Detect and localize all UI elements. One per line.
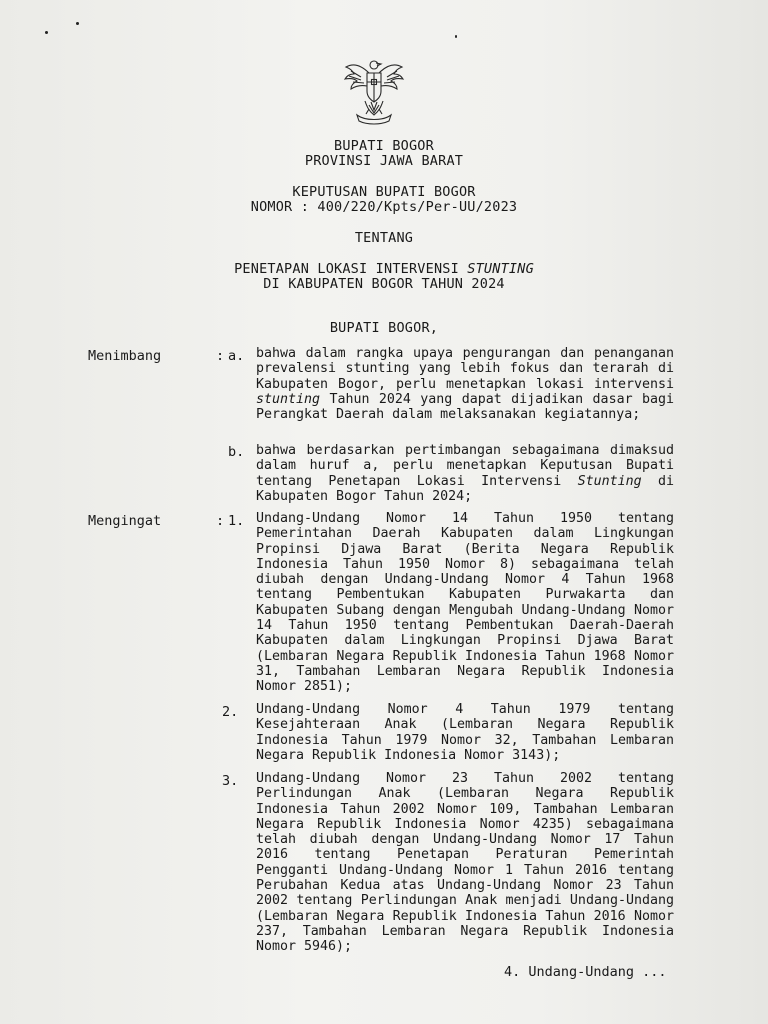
mengingat-item-3: Undang-Undang Nomor 23 Tahun 2002 tentang Perlindungan Anak (Lembaran Negara Republik Indonesia Tahun 2002 Nomor 109, Tambahan Lembaran Negara Republik Indonesia Nomor 4235) sebagaimana telah diubah dengan Undang-Undang Nomor 17 Tahun 2016 tentang Penetapan Peraturan Pemerintah Pengganti Undang-Undang Nomor 1 Tahun 2016 tentang Perubahan Kedua atas Undang-Undang Nomor 23 Tahun 2002 tentang Perlindungan Anak menjadi Undang-Undang (Lembaran Negara Republik Indonesia Tahun 2016 Nomor 237, Tambahan Lembaran Negara Republik Indonesia Nomor 5946); [256,771,674,955]
decree-number: NOMOR : 400/220/Kpts/Per-UU/2023 [250,199,518,215]
subject-prefix: PENETAPAN LOKASI INTERVENSI [234,261,468,277]
scan-speck [45,31,48,34]
decree-title: KEPUTUSAN BUPATI BOGOR [292,184,476,200]
office-heading: BUPATI BOGOR [334,138,434,154]
menimbang-marker-a: a. [228,348,245,364]
mengingat-item-2: Undang-Undang Nomor 4 Tahun 1979 tentang Kesejahteraan Anak (Lembaran Negara Republik Indonesia Tahun 1979 Nomor 32, Tambahan Lembaran Negara Republik Indonesia Nomor 3143); [256,702,674,763]
about-heading: TENTANG [354,230,414,246]
garuda-emblem-icon [343,55,405,127]
menimbang-marker-b: b. [228,444,245,460]
menimbang-colon: : [216,348,225,364]
continuation-note: 4. Undang-Undang ... [504,964,667,980]
issuer-heading: BUPATI BOGOR, [329,320,439,336]
scan-speck [76,22,79,25]
subject-line-2: DI KABUPATEN BOGOR TAHUN 2024 [263,276,505,292]
mengingat-marker-2: 2. [222,704,239,720]
menimbang-label: Menimbang [88,348,162,364]
mengingat-marker-3: 3. [222,773,239,789]
scan-speck [455,35,457,38]
subject-italic-term: STUNTING [467,261,534,277]
mengingat-label: Mengingat [88,513,162,529]
menimbang-item-a: bahwa dalam rangka upaya pengurangan dan penanganan prevalensi stunting yang lebih fokus dan terarah di Kabupaten Bogor, perlu menetapkan lokasi intervensi stunting Tahun 2024 yang dapat dijadikan dasar bagi Perangkat Daerah dalam melaksanakan kegiatannya; [256,346,674,423]
mengingat-item-1: Undang-Undang Nomor 14 Tahun 1950 tentang Pemerintahan Daerah Kabupaten dalam Lingkungan Propinsi Djawa Barat (Berita Negara Republik Indonesia Tahun 1950 Nomor 8) sebagaimana telah diubah dengan Undang-Undang Nomor 4 Tahun 1968 tentang Pembentukan Kabupaten Purwakarta dan Kabupaten Subang dengan Mengubah Undang-Undang Nomor 14 Tahun 1950 tentang Pembentukan Daerah-Daerah Kabupaten dalam Lingkungan Propinsi Djawa Barat (Lembaran Negara Republik Indonesia Tahun 1968 Nomor 31, Tambahan Lembaran Negara Republik Indonesia Nomor 2851); [256,511,674,695]
mengingat-marker-1: 1. [228,513,245,529]
mengingat-colon: : [216,513,225,529]
subject-line-1 [0,261,768,277]
menimbang-item-b: bahwa berdasarkan pertimbangan sebagaimana dimaksud dalam huruf a, perlu menetapkan Keputusan Bupati tentang Penetapan Lokasi Intervensi Stunting di Kabupaten Bogor Tahun 2024; [256,443,674,504]
province-heading: PROVINSI JAWA BARAT [304,153,464,169]
